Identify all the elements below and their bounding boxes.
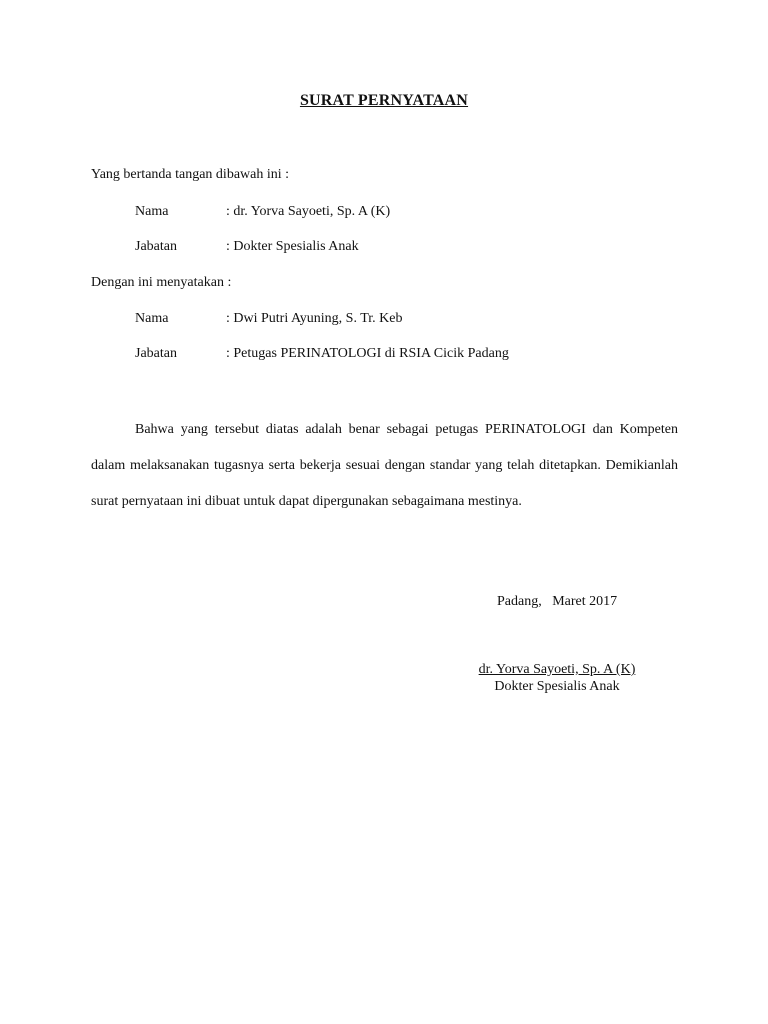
- statement-paragraph: Bahwa yang tersebut diatas adalah benar sebagai petugas PERINATOLOGI dan Kompeten dalam melaksanakan tugasnya serta bekerja sesuai dengan standar yang telah ditetapkan. Demikianlah surat pernyataan ini dibuat untuk dapat dipergunakan sebagaimana mestinya.: [91, 422, 678, 509]
- place-date: Padang, Maret 2017: [497, 594, 618, 609]
- signature-name: dr. Yorva Sayoeti, Sp. A (K): [478, 662, 636, 677]
- document-title: SURAT PERNYATAAN: [299, 92, 469, 109]
- subject-name-label: Nama: [135, 311, 169, 326]
- signatory-name-label: Nama: [135, 204, 169, 219]
- signatory-name-value: : dr. Yorva Sayoeti, Sp. A (K): [226, 204, 391, 219]
- subject-intro: Dengan ini menyatakan :: [91, 275, 232, 290]
- signatory-intro: Yang bertanda tangan dibawah ini :: [91, 167, 290, 182]
- signatory-position-value: : Dokter Spesialis Anak: [226, 239, 359, 254]
- signature-title: Dokter Spesialis Anak: [494, 679, 620, 694]
- signatory-position-label: Jabatan: [135, 239, 177, 254]
- signature-block: [470, 661, 644, 695]
- subject-name-value: : Dwi Putri Ayuning, S. Tr. Keb: [226, 311, 403, 326]
- subject-position-label: Jabatan: [135, 346, 177, 361]
- subject-position-value: : Petugas PERINATOLOGI di RSIA Cicik Padang: [226, 346, 509, 361]
